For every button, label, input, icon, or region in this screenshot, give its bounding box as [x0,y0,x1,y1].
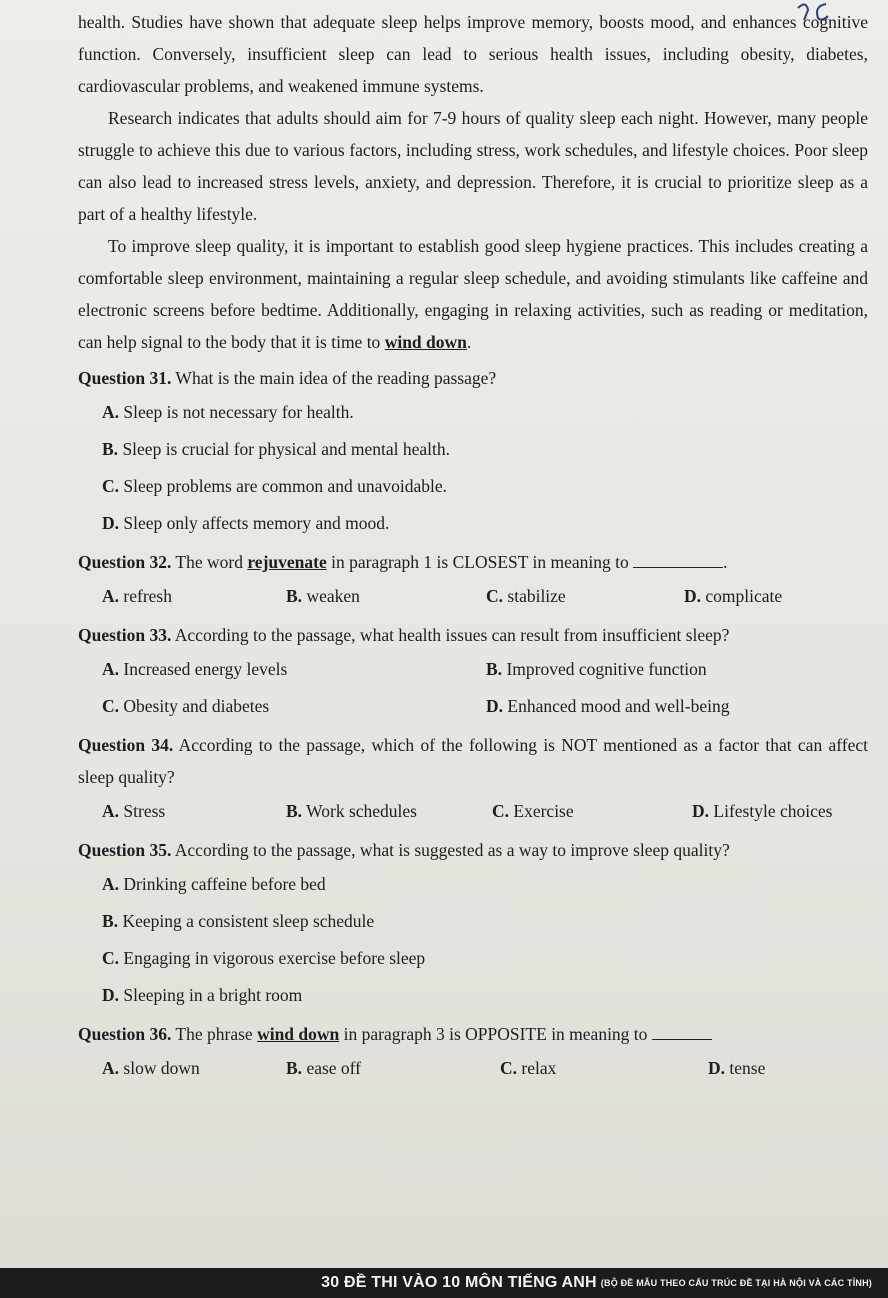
question-36-option-a[interactable] [102,1050,286,1087]
option-text: Sleeping in a bright room [123,985,303,1005]
question-31-number: Question 31. [78,368,172,388]
question-32-title [78,546,868,578]
question-33 [78,619,868,725]
option-text: Drinking caffeine before bed [123,874,326,894]
option-text: Obesity and diabetes [123,696,270,716]
question-31-option-b[interactable] [102,431,868,468]
question-34-option-b[interactable] [286,793,492,830]
question-32-text-end: in paragraph 1 is CLOSEST in meaning to [326,552,629,572]
underlined-rejuvenate: rejuvenate [247,552,327,572]
option-text: relax [521,1058,557,1078]
option-letter: A. [102,659,120,679]
footer-banner [0,1268,888,1298]
paragraph-2: Research indicates that adults should aim for 7-9 hours of quality sleep each night. However, many people struggle to achieve this due to various factors, including stress, work schedules, and lifestyle choices. Poor sleep can also lead to increased stress levels, anxiety, and depression. Therefore, it is crucial to prioritize sleep as a part of a healthy lifestyle. [78,108,868,224]
reading-text [78,6,868,1087]
option-text: refresh [123,586,172,606]
question-32-period: . [723,552,728,572]
option-text: slow down [123,1058,200,1078]
underlined-wind-down: wind down [384,332,467,352]
option-letter: A. [102,801,120,821]
question-32-number: Question 32. [78,552,172,572]
question-36 [78,1018,868,1087]
question-33-option-a[interactable] [102,651,486,688]
question-34-options [102,793,868,830]
question-33-option-c[interactable] [102,688,486,725]
question-32-option-c[interactable] [486,578,684,615]
option-text: Keeping a consistent sleep schedule [122,911,375,931]
question-34-text: According to the passage, which of the following is NOT mentioned as a factor that can affect sleep quality? [78,735,868,787]
option-text: Work schedules [306,801,417,821]
question-36-title [78,1018,868,1050]
question-35-title [78,834,868,866]
question-31-option-d[interactable] [102,505,868,542]
option-text: Lifestyle choices [713,801,833,821]
option-letter: B. [286,801,303,821]
question-34-option-a[interactable] [102,793,286,830]
option-letter: A. [102,874,120,894]
option-text: weaken [306,586,360,606]
option-letter: D. [684,586,702,606]
option-letter: C. [500,1058,518,1078]
option-letter: D. [708,1058,726,1078]
question-36-text: The phrase [175,1024,258,1044]
question-34-number: Question 34. [78,735,174,755]
question-33-option-d[interactable] [486,688,729,725]
question-31-option-c[interactable] [102,468,868,505]
option-text: complicate [705,586,783,606]
paragraph-3 [78,230,868,358]
underlined-wind-down-q36: wind down [257,1024,340,1044]
option-letter: C. [102,948,120,968]
question-33-text: According to the passage, what health issues can result from insufficient sleep? [174,625,730,645]
question-34-title [78,729,868,793]
question-36-options [102,1050,868,1087]
question-33-title [78,619,868,651]
option-text: Sleep only affects memory and mood. [123,513,390,533]
question-35-option-c[interactable] [102,940,868,977]
option-text: tense [729,1058,766,1078]
question-35 [78,834,868,1014]
option-letter: C. [492,801,510,821]
question-35-number: Question 35. [78,840,172,860]
question-32-option-a[interactable] [102,578,286,615]
option-text: Engaging in vigorous exercise before sleep [123,948,426,968]
question-34-option-d[interactable] [692,793,832,830]
option-letter: A. [102,402,120,422]
option-text: stabilize [507,586,566,606]
question-36-option-b[interactable] [286,1050,500,1087]
option-text: Sleep problems are common and unavoidable. [123,476,448,496]
question-32-text: The word [175,552,248,572]
option-letter: D. [486,696,504,716]
option-letter: B. [286,1058,303,1078]
option-letter: C. [102,476,120,496]
question-36-number: Question 36. [78,1024,172,1044]
question-35-option-b[interactable] [102,903,868,940]
option-text: Improved cognitive function [506,659,707,679]
question-33-options-row-1 [102,651,868,688]
option-letter: D. [102,985,120,1005]
option-letter: B. [102,911,119,931]
question-33-options-row-2 [102,688,868,725]
option-text: Stress [123,801,166,821]
option-text: Exercise [513,801,574,821]
option-letter: B. [286,586,303,606]
question-36-option-c[interactable] [500,1050,708,1087]
question-35-text: According to the passage, what is suggested as a way to improve sleep quality? [174,840,730,860]
option-letter: D. [692,801,710,821]
question-31-title [78,362,868,394]
option-letter: B. [486,659,503,679]
footer-title: 30 ĐỀ THI VÀO 10 MÔN TIẾNG ANH [321,1274,597,1291]
question-31-option-a[interactable] [102,394,868,431]
option-text: Increased energy levels [123,659,288,679]
option-letter: D. [102,513,120,533]
option-letter: C. [102,696,120,716]
question-32 [78,546,868,615]
question-34-option-c[interactable] [492,793,692,830]
question-34 [78,729,868,830]
paragraph-3-end: . [466,332,472,352]
option-text: ease off [306,1058,362,1078]
question-32-option-b[interactable] [286,578,486,615]
option-text: Enhanced mood and well-being [507,696,730,716]
question-32-options [102,578,868,615]
question-33-number: Question 33. [78,625,172,645]
question-32-option-d[interactable] [684,578,782,615]
option-text: Sleep is not necessary for health. [123,402,354,422]
option-letter: B. [102,439,119,459]
question-31-text: What is the main idea of the reading passage? [175,368,497,388]
question-36-option-d[interactable] [708,1050,765,1087]
question-31 [78,362,868,542]
paragraph-1-tail: health. Studies have shown that adequate sleep helps improve memory, boosts mood, and enhances cognitive function. Conversely, insufficient sleep can lead to serious health issues, including obesity, diabetes, cardiovascular problems, and weakened immune systems. [78,12,868,96]
answer-blank [652,1023,712,1040]
paragraph-3-text: To improve sleep quality, it is important to establish good sleep hygiene practices. This includes creating a comfortable sleep environment, maintaining a regular sleep schedule, and avoiding stimulants like caffeine and electronic screens before bedtime. Additionally, engaging in relaxing activities, such as reading or meditation, can help signal to the body that it is time to [78,236,868,352]
option-text: Sleep is crucial for physical and mental health. [122,439,450,459]
question-33-option-b[interactable] [486,651,707,688]
option-letter: A. [102,1058,120,1078]
question-35-option-d[interactable] [102,977,868,1014]
question-36-text-end: in paragraph 3 is OPPOSITE in meaning to [339,1024,648,1044]
footer-subtitle: (BỘ ĐỀ MẪU THEO CẤU TRÚC ĐỀ TẠI HÀ NỘI VÀ CÁC TỈNH) [600,1278,872,1288]
option-letter: A. [102,586,120,606]
answer-blank [633,551,723,568]
question-35-option-a[interactable] [102,866,868,903]
option-letter: C. [486,586,504,606]
